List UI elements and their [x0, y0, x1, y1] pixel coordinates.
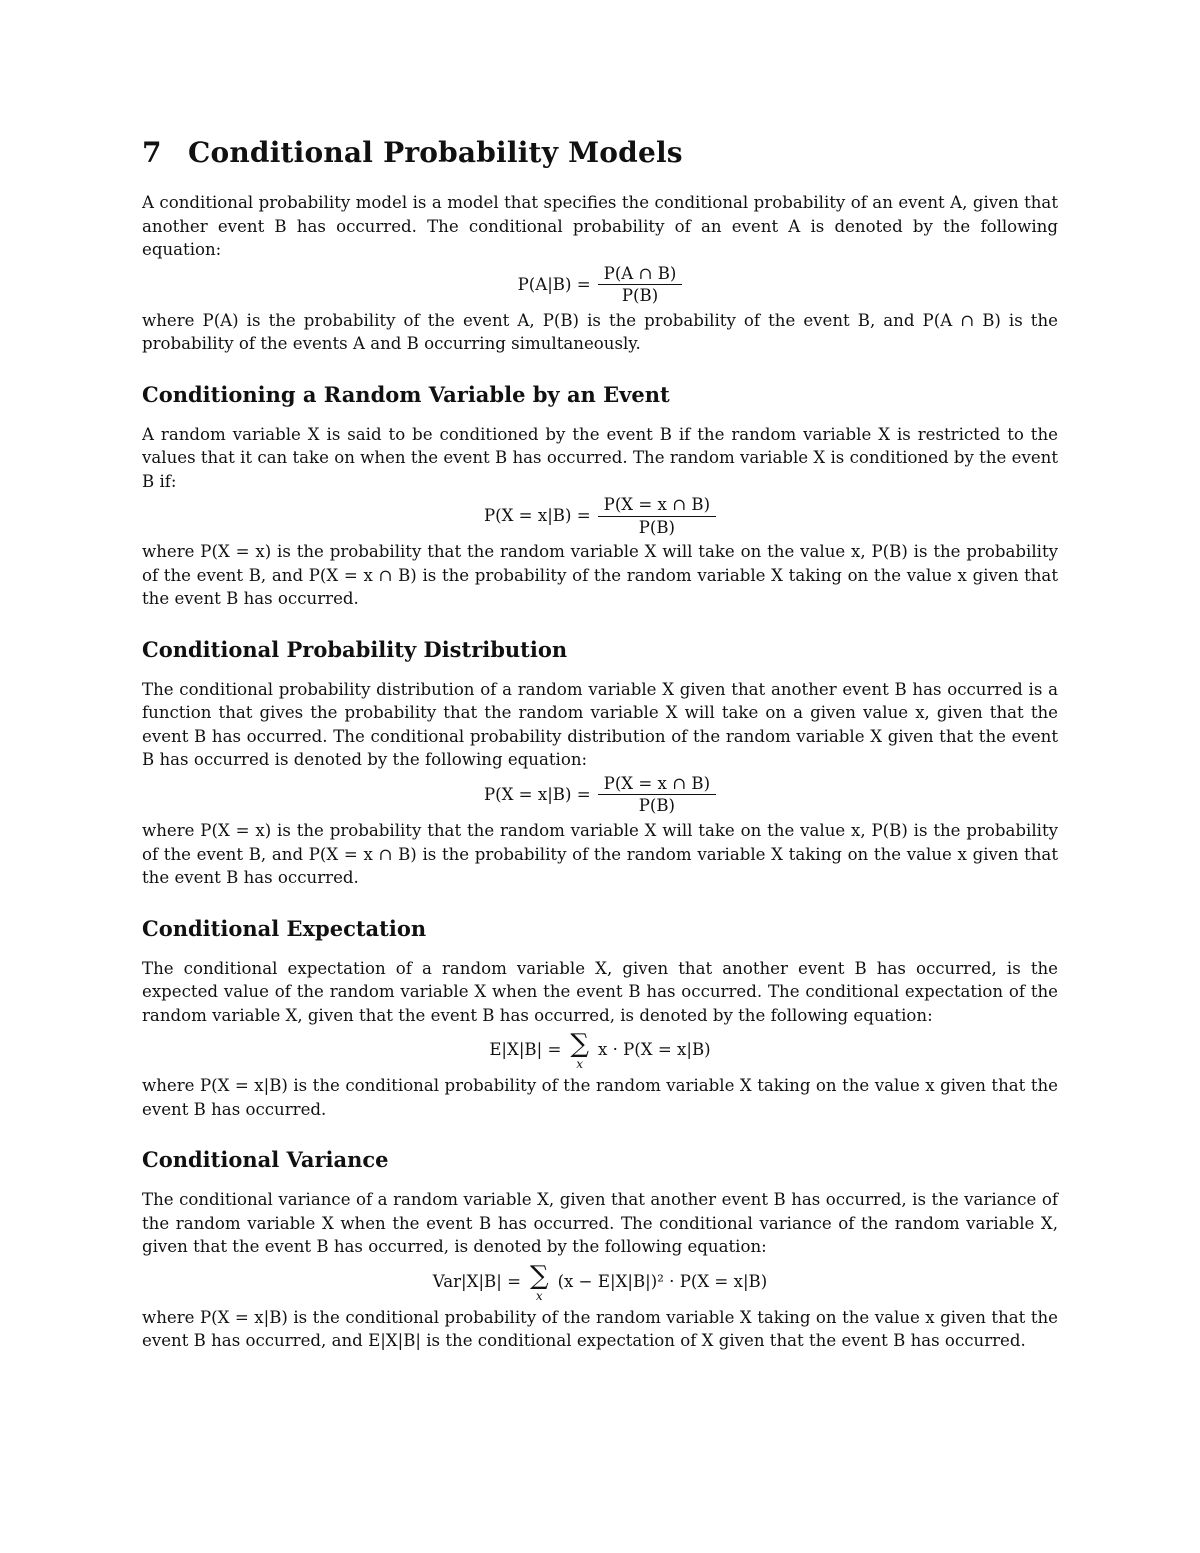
fraction	[598, 773, 716, 816]
summation-symbol: ∑ x	[570, 1029, 589, 1072]
section-title-variance: Conditional Variance	[142, 1147, 389, 1173]
equation-lhs: Var|X|B| =	[432, 1271, 522, 1291]
section-explanation: where P(X = x|B) is the conditional probability of the random variable X taking on the value x given that the event B has occurred, and E|X|B| is the conditional expectation of X given that the event B has occurred.	[142, 1307, 1058, 1351]
fraction-denominator: P(B)	[638, 517, 675, 537]
equation-conditional-probability	[142, 263, 1058, 306]
section-explanation: where P(X = x|B) is the conditional probability of the random variable X taking on the value x given that the event B has occurred.	[142, 1076, 1058, 1119]
intro-explanation: where P(A) is the probability of the event A, P(B) is the probability of the event B, and P(A ∩ B) is the probability of the events A and B occurring simultaneously.	[142, 310, 1058, 354]
equation-rhs: (x − E|X|B|)² · P(X = x|B)	[557, 1271, 768, 1291]
section-title-expectation: Conditional Expectation	[142, 915, 427, 941]
chapter-title-text: Conditional Probability Models	[188, 136, 683, 169]
equation-lhs: P(X = x|B) =	[483, 506, 591, 526]
equation-conditioned-variable	[142, 497, 1058, 536]
equation-conditional-variance	[142, 1260, 1058, 1303]
equation-conditional-expectation	[142, 1031, 1058, 1070]
intro-paragraph: A conditional probability model is a model that specifies the conditional probability of an event A, given that another event B has occurred. The conditional probability of an event A is denoted by the following equation:	[142, 193, 1058, 259]
fraction-numerator: P(X = x ∩ B)	[598, 776, 716, 796]
fraction-denominator: P(B)	[621, 286, 659, 306]
chapter-title	[142, 136, 1058, 169]
page-content	[142, 136, 1058, 1353]
fraction-denominator: P(B)	[638, 796, 675, 816]
section-title-conditioning: Conditioning a Random Variable by an Event	[142, 381, 670, 407]
summation-index: x	[576, 1057, 584, 1072]
fraction-numerator: P(X = x ∩ B)	[598, 497, 716, 517]
section-paragraph: A random variable X is said to be conditioned by the event B if the random variable X is restricted to the values that it can take on when the event B has occurred. The random variable X is conditioned by the event B if:	[142, 424, 1058, 491]
equation-conditional-distribution	[142, 773, 1058, 816]
chapter-number: 7	[142, 136, 162, 169]
section-paragraph: The conditional expectation of a random variable X, given that another event B has occurred, is the expected value of the random variable X when the event B has occurred. The conditional expectation of the random variable X, given that the event B has occurred, is denoted by the following equation:	[142, 958, 1058, 1025]
section-explanation: where P(X = x) is the probability that the random variable X will take on the value x, P(B) is the probability of the event B, and P(X = x ∩ B) is the probability of the random variable X taking on the value x given that the event B has occurred.	[142, 542, 1058, 609]
fraction	[598, 497, 716, 536]
summation-index: x	[535, 1288, 543, 1303]
fraction-numerator: P(A ∩ B)	[598, 266, 683, 286]
equation-rhs: x · P(X = x|B)	[597, 1040, 711, 1060]
section-paragraph: The conditional variance of a random variable X, given that another event B has occurred, is the variance of the random variable X when the event B has occurred. The conditional variance of the random variable X, given that the event B has occurred, is denoted by the following equation:	[142, 1190, 1058, 1257]
equation-lhs: P(X = x|B) =	[483, 785, 591, 805]
section-explanation: where P(X = x) is the probability that the random variable X will take on the value x, P(B) is the probability of the event B, and P(X = x ∩ B) is the probability of the random variable X taking on the value x given that the event B has occurred.	[142, 821, 1058, 888]
section-title-distribution: Conditional Probability Distribution	[142, 636, 568, 662]
fraction	[598, 263, 683, 306]
section-paragraph: The conditional probability distribution of a random variable X given that another event B has occurred is a function that gives the probability that the random variable X will take on a given value x, given that the event B has occurred. The conditional probability distribution of the random variable X given that the event B has occurred is denoted by the following equation:	[142, 679, 1058, 770]
equation-lhs: E|X|B| =	[489, 1040, 562, 1060]
equation-lhs: P(A|B) =	[517, 274, 591, 294]
summation-symbol: ∑ x	[530, 1260, 549, 1303]
